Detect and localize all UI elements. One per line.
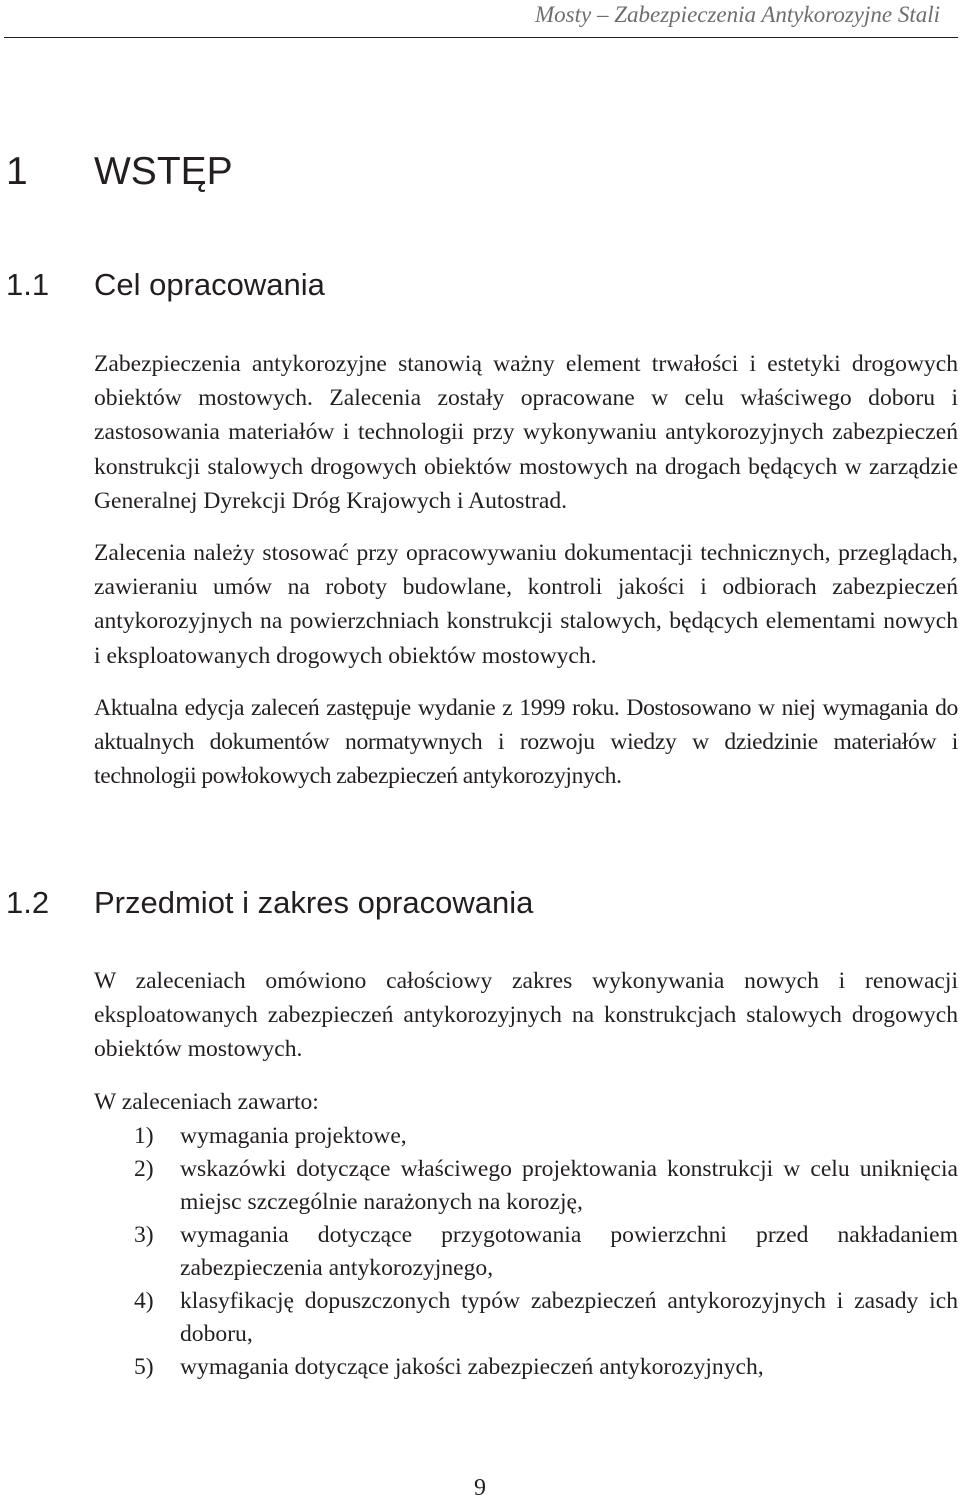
paragraph-application: Zalecenia należy stosować przy opracowywaniu dokumentacji technicznych, przeglądach, zawieraniu umów na roboty budowlane, kontroli jakości i odbiorach zabezpieczeń antykorozyjnych na powierzchniach konstrukcji stalowych, będących elementami nowych i eksploatowanych drogowych obiektów mostowych. bbox=[94, 540, 958, 669]
paragraph-purpose: Zabezpieczenia antykorozyjne stanowią ważny element trwałości i estetyki drogowych obiektów mostowych. Zalecenia zostały opracowane w celu właściwego doboru i zastosowania materiałów i technologii przy wykonywaniu antykorozyjnych zabezpieczeń konstrukcji stalowych drogowych obiektów mostowych na drogach będących w zarządzie Generalnej Dyrekcji Dróg Krajowych i Autostrad. bbox=[94, 351, 958, 514]
list-item-text: wymagania dotyczące przygotowania powierzchni przed nakładaniem zabezpieczenia antykorozyjnego, bbox=[180, 1222, 958, 1281]
chapter-number: 1 bbox=[6, 150, 28, 193]
header-rule bbox=[4, 37, 958, 38]
paragraph-contents-intro: W zaleceniach zawarto: bbox=[94, 1088, 319, 1115]
list-item-text: klasyfikację dopuszczonych typów zabezpieczeń antykorozyjnych i zasady ich doboru, bbox=[180, 1288, 958, 1347]
section-1-1-number: 1.1 bbox=[6, 267, 50, 302]
list-marker: 1) bbox=[134, 1123, 154, 1149]
section-1-1-body bbox=[94, 347, 958, 793]
chapter-title: WSTĘP bbox=[94, 150, 233, 193]
section-1-2-heading bbox=[6, 883, 533, 923]
chapter-heading bbox=[6, 148, 233, 196]
list-item-text: wymagania dotyczące jakości zabezpieczeń antykorozyjnych, bbox=[180, 1354, 764, 1380]
section-1-1-title: Cel opracowania bbox=[94, 267, 325, 302]
list-item-text: wymagania projektowe, bbox=[180, 1123, 407, 1149]
list-marker: 4) bbox=[134, 1288, 154, 1314]
section-1-2-number: 1.2 bbox=[6, 885, 50, 920]
list-item bbox=[94, 1120, 958, 1153]
contents-list bbox=[94, 1120, 958, 1384]
section-1-2-title: Przedmiot i zakres opracowania bbox=[94, 885, 534, 920]
list-marker: 3) bbox=[134, 1222, 154, 1248]
page-number: 9 bbox=[474, 1475, 486, 1501]
section-1-1-heading bbox=[6, 265, 325, 305]
list-item bbox=[94, 1219, 958, 1285]
list-marker: 5) bbox=[134, 1354, 154, 1380]
list-item-text: wskazówki dotyczące właściwego projektowania konstrukcji w celu uniknięcia miejsc szczególnie narażonych na korozję, bbox=[180, 1156, 958, 1215]
list-item bbox=[94, 1153, 958, 1219]
running-header: Mosty – Zabezpieczenia Antykorozyjne Stali bbox=[535, 2, 940, 27]
paragraph-scope: W zaleceniach omówiono całościowy zakres wykonywania nowych i renowacji eksploatowanych zabezpieczeń antykorozyjnych na konstrukcjach stalowych drogowych obiektów mostowych. bbox=[94, 968, 958, 1063]
list-marker: 2) bbox=[134, 1156, 154, 1182]
list-item bbox=[94, 1285, 958, 1351]
list-item bbox=[94, 1351, 958, 1384]
section-1-2-body bbox=[94, 964, 958, 1119]
paragraph-edition: Aktualna edycja zaleceń zastępuje wydanie z 1999 roku. Dostosowano w niej wymagania do aktualnych dokumentów normatywnych i rozwoju wiedzy w dziedzinie materiałów i technologii powłokowych zabezpieczeń antykorozyjnych. bbox=[94, 694, 958, 790]
